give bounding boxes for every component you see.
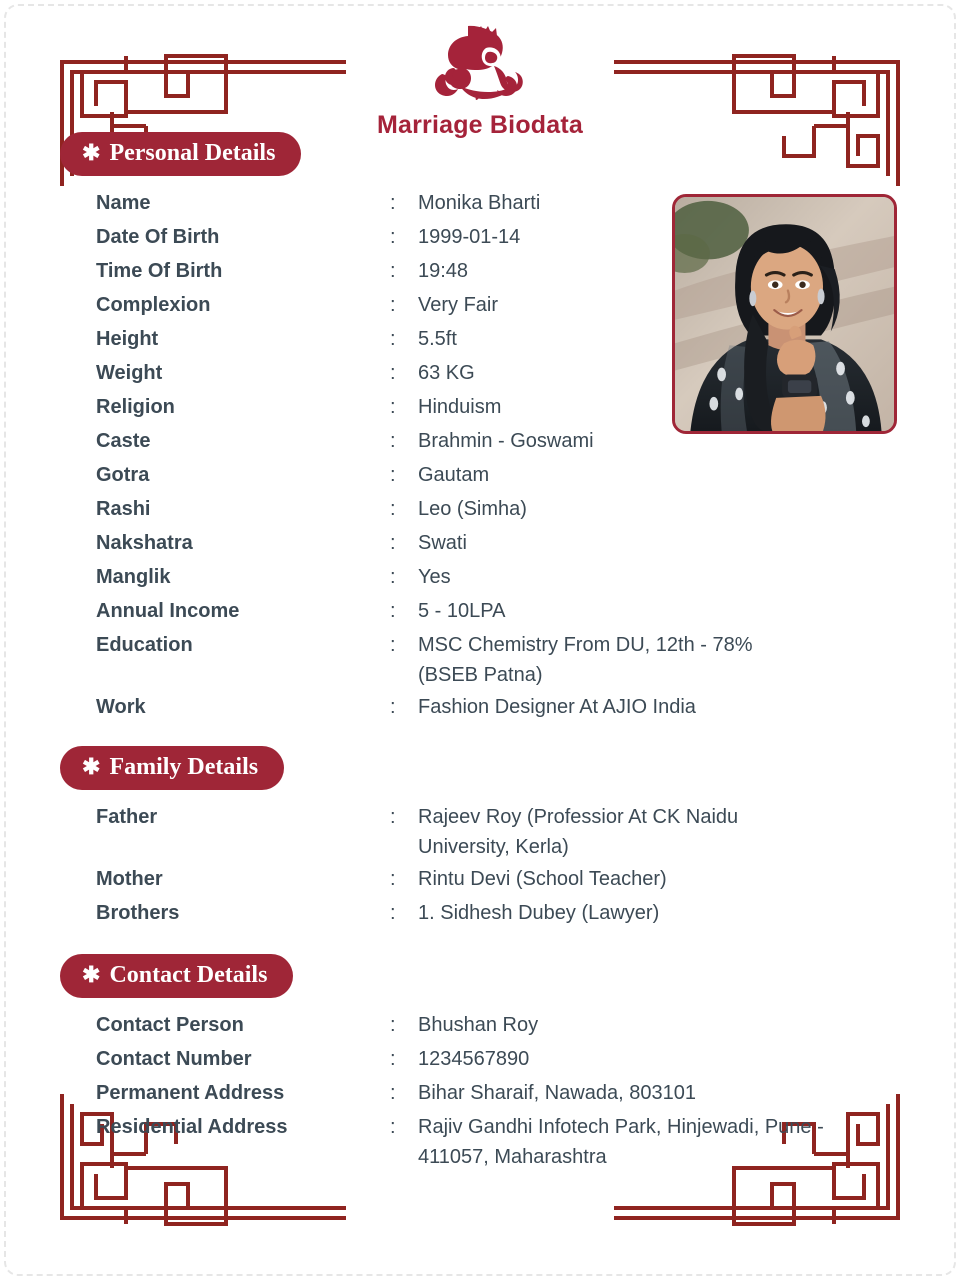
row-label: Work	[96, 696, 146, 718]
table-row	[0, 390, 960, 424]
row-separator: :	[390, 328, 396, 350]
row-separator: :	[390, 498, 396, 520]
row-label: Height	[96, 328, 159, 350]
row-value: Bihar Sharaif, Nawada, 803101	[418, 1082, 696, 1104]
section-title: Family Details	[109, 754, 259, 780]
row-value: Monika Bharti	[418, 192, 541, 214]
row-label: Weight	[96, 362, 163, 384]
row-value: 5.5ft	[418, 328, 457, 350]
row-label: Religion	[96, 396, 175, 418]
table-row	[0, 628, 960, 690]
row-value: 19:48	[418, 260, 469, 282]
row-separator: :	[390, 634, 396, 656]
row-label: Education	[96, 634, 193, 656]
row-label: Time Of Birth	[96, 260, 223, 282]
row-value: Brahmin - Goswami	[418, 430, 594, 452]
row-label: Mother	[96, 868, 163, 890]
section-contact-details	[0, 954, 960, 1172]
table-row	[0, 1042, 960, 1076]
rows-contact-details	[0, 1008, 960, 1172]
row-value: Leo (Simha)	[418, 498, 527, 520]
ganesha-icon	[424, 22, 536, 100]
biodata-content	[0, 132, 960, 1172]
row-label: Caste	[96, 430, 151, 452]
table-row	[0, 896, 960, 930]
rows-personal-details	[0, 186, 960, 724]
row-label: Name	[96, 192, 151, 214]
row-value: Yes	[418, 566, 451, 588]
page-title: Marriage Biodata	[376, 111, 584, 139]
row-separator: :	[390, 1116, 396, 1138]
row-label: Residential Address	[96, 1116, 288, 1138]
row-value: 1. Sidhesh Dubey (Lawyer)	[418, 902, 660, 924]
table-row	[0, 424, 960, 458]
table-row	[0, 1076, 960, 1110]
row-separator: :	[390, 294, 396, 316]
table-row	[0, 1008, 960, 1042]
asterisk-icon: ✱	[82, 962, 101, 987]
row-label: Permanent Address	[96, 1082, 285, 1104]
table-row	[0, 186, 960, 220]
document-header	[0, 22, 960, 140]
row-separator: :	[390, 1082, 396, 1104]
row-separator: :	[390, 362, 396, 384]
section-title: Contact Details	[109, 962, 268, 988]
table-row	[0, 220, 960, 254]
section-personal-details	[0, 132, 960, 724]
row-value: Very Fair	[418, 294, 499, 316]
row-separator: :	[390, 1014, 396, 1036]
table-row	[0, 526, 960, 560]
row-value: Rajeev Roy (Professior At CK Naidu University, Kerla)	[418, 806, 739, 858]
row-value: 1234567890	[418, 1048, 530, 1070]
row-separator: :	[390, 696, 396, 718]
row-label: Manglik	[96, 566, 171, 588]
table-row	[0, 458, 960, 492]
row-separator: :	[390, 430, 396, 452]
row-separator: :	[390, 806, 396, 828]
table-row	[0, 594, 960, 628]
row-label: Nakshatra	[96, 532, 193, 554]
row-separator: :	[390, 600, 396, 622]
row-label: Father	[96, 806, 158, 828]
row-value: Gautam	[418, 464, 490, 486]
asterisk-icon: ✱	[82, 140, 101, 165]
row-value: Rajiv Gandhi Infotech Park, Hinjewadi, Pune - 411057, Maharashtra	[418, 1116, 824, 1168]
rows-family-details	[0, 800, 960, 930]
section-title: Personal Details	[109, 140, 276, 166]
row-label: Date Of Birth	[96, 226, 220, 248]
table-row	[0, 560, 960, 594]
section-badge-personal-details	[60, 132, 301, 176]
table-row	[0, 1110, 960, 1172]
row-value: Fashion Designer At AJIO India	[418, 696, 696, 718]
section-badge-family-details	[60, 746, 284, 790]
row-separator: :	[390, 396, 396, 418]
table-row	[0, 492, 960, 526]
section-badge-contact-details	[60, 954, 293, 998]
row-label: Rashi	[96, 498, 151, 520]
row-label: Gotra	[96, 464, 150, 486]
row-value: 1999-01-14	[418, 226, 521, 248]
row-value: 63 KG	[418, 362, 475, 384]
table-row	[0, 254, 960, 288]
row-value: Rintu Devi (School Teacher)	[418, 868, 667, 890]
row-separator: :	[390, 260, 396, 282]
table-row	[0, 800, 960, 862]
row-separator: :	[390, 902, 396, 924]
row-value: Bhushan Roy	[418, 1014, 539, 1036]
table-row	[0, 322, 960, 356]
row-separator: :	[390, 566, 396, 588]
row-label: Brothers	[96, 902, 180, 924]
row-value: Swati	[418, 532, 467, 554]
row-separator: :	[390, 464, 396, 486]
section-family-details	[0, 746, 960, 930]
row-label: Contact Number	[96, 1048, 252, 1070]
table-row	[0, 862, 960, 896]
row-value: Hinduism	[418, 396, 502, 418]
row-value: MSC Chemistry From DU, 12th - 78% (BSEB Patna)	[418, 634, 753, 686]
table-row	[0, 356, 960, 390]
row-value: 5 - 10LPA	[418, 600, 506, 622]
asterisk-icon: ✱	[82, 754, 101, 779]
row-label: Complexion	[96, 294, 211, 316]
row-separator: :	[390, 1048, 396, 1070]
row-separator: :	[390, 868, 396, 890]
row-separator: :	[390, 532, 396, 554]
table-row	[0, 690, 960, 724]
row-label: Annual Income	[96, 600, 240, 622]
row-separator: :	[390, 192, 396, 214]
row-separator: :	[390, 226, 396, 248]
table-row	[0, 288, 960, 322]
row-label: Contact Person	[96, 1014, 244, 1036]
